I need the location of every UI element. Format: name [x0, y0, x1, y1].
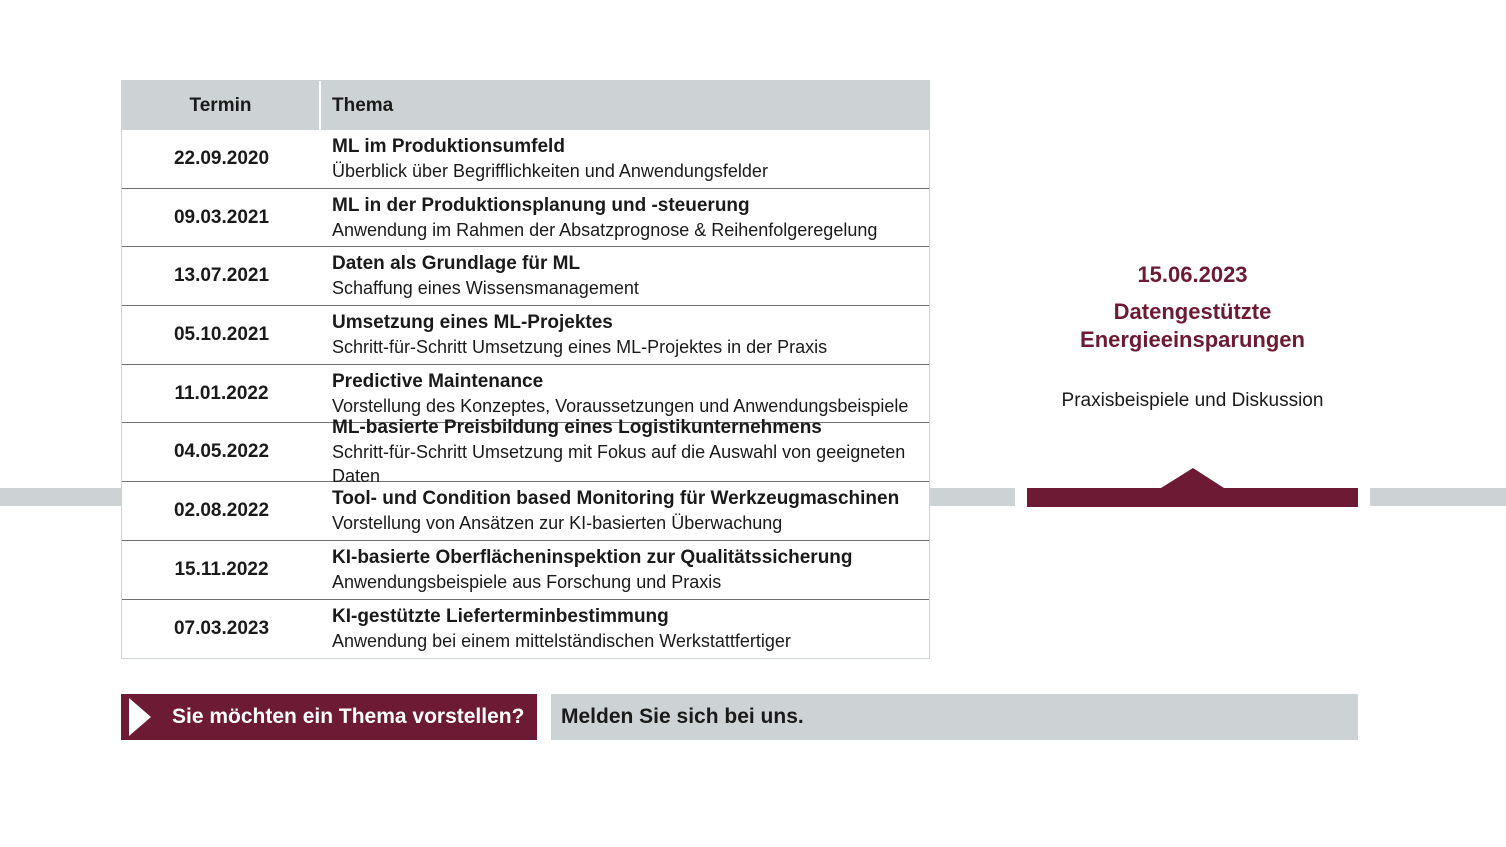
next-event [1027, 260, 1358, 412]
row-topic [321, 417, 929, 487]
row-topic [321, 189, 929, 247]
next-event-description: Praxisbeispiele und Diskussion [1061, 390, 1324, 411]
contact-text: Melden Sie sich bei uns. [561, 705, 804, 728]
next-event-title [1027, 298, 1358, 354]
table-row [122, 247, 929, 306]
row-topic [321, 600, 929, 659]
timeline-bar-right [1370, 488, 1506, 506]
row-topic [321, 541, 929, 599]
row-subtitle: Schritt-für-Schritt Umsetzung mit Fokus auf die Auswahl von geeigneten Daten [332, 442, 906, 487]
contact-box [551, 694, 1358, 740]
table-row [122, 541, 929, 600]
table-row [122, 130, 929, 189]
row-subtitle: Vorstellung des Konzeptes, Voraussetzungen und Anwendungsbeispiele [332, 395, 909, 416]
cta-label: Sie möchten ein Thema vorstellen? [172, 705, 525, 728]
row-subtitle: Schritt-für-Schritt Umsetzung eines ML-Projektes in der Praxis [332, 336, 828, 357]
next-event-date: 15.06.2023 [1137, 262, 1248, 287]
row-title: Umsetzung eines ML-Projektes [332, 311, 613, 333]
row-subtitle: Vorstellung von Ansätzen zur KI-basierten Überwachung [332, 512, 783, 533]
row-date: 04.05.2022 [173, 441, 270, 463]
header-topic: Thema [332, 94, 394, 116]
next-event-title-line1: Datengestützte [1113, 299, 1272, 324]
table-row [122, 417, 929, 487]
timeline-bar-middle [930, 488, 1015, 506]
row-date: 05.10.2021 [173, 323, 270, 345]
row-date: 11.01.2022 [174, 382, 269, 404]
row-date: 22.09.2020 [173, 147, 270, 169]
row-date: 02.08.2022 [173, 499, 270, 521]
timeline-marker-icon [1027, 468, 1358, 507]
table-row [122, 189, 929, 248]
row-title: ML in der Produktionsplanung und -steuerung [332, 194, 750, 216]
row-topic [321, 130, 929, 188]
table-row [122, 306, 929, 365]
row-subtitle: Überblick über Begrifflichkeiten und Anwendungsfelder [332, 160, 768, 181]
row-subtitle: Anwendungsbeispiele aus Forschung und Praxis [332, 571, 722, 592]
row-title: KI-gestützte Lieferterminbestimmung [332, 605, 669, 627]
row-date: 09.03.2021 [173, 206, 270, 228]
row-date: 07.03.2023 [173, 617, 270, 639]
table-row [122, 365, 929, 424]
row-title: ML im Produktionsumfeld [332, 135, 565, 157]
cta-button[interactable] [121, 694, 537, 740]
row-title: Daten als Grundlage für ML [332, 253, 581, 275]
row-topic [321, 247, 929, 305]
table-row [122, 482, 929, 541]
row-title: ML-basierte Preisbildung eines Logistikunternehmens [332, 417, 822, 439]
next-event-title-line2: Energieeinsparungen [1080, 327, 1305, 352]
row-topic [321, 482, 929, 540]
row-date: 13.07.2021 [173, 265, 270, 287]
row-date: 15.11.2022 [174, 558, 269, 580]
table-header [122, 81, 929, 130]
row-topic [321, 306, 929, 364]
row-title: Tool- und Condition based Monitoring für Werkzeugmaschinen [332, 487, 900, 509]
row-subtitle: Schaffung eines Wissensmanagement [332, 278, 639, 299]
row-subtitle: Anwendung bei einem mittelständischen Werkstattfertiger [332, 630, 791, 651]
timeline-bar-left [0, 488, 122, 506]
triangle-right-icon [129, 698, 151, 736]
row-subtitle: Anwendung im Rahmen der Absatzprognose & Reihenfolgeregelung [332, 219, 878, 240]
row-title: Predictive Maintenance [332, 370, 544, 392]
header-date: Termin [122, 81, 321, 130]
schedule-table [121, 80, 930, 659]
row-title: KI-basierte Oberflächeninspektion zur Qualitätssicherung [332, 546, 853, 568]
table-row [122, 600, 929, 659]
row-topic [321, 365, 929, 423]
